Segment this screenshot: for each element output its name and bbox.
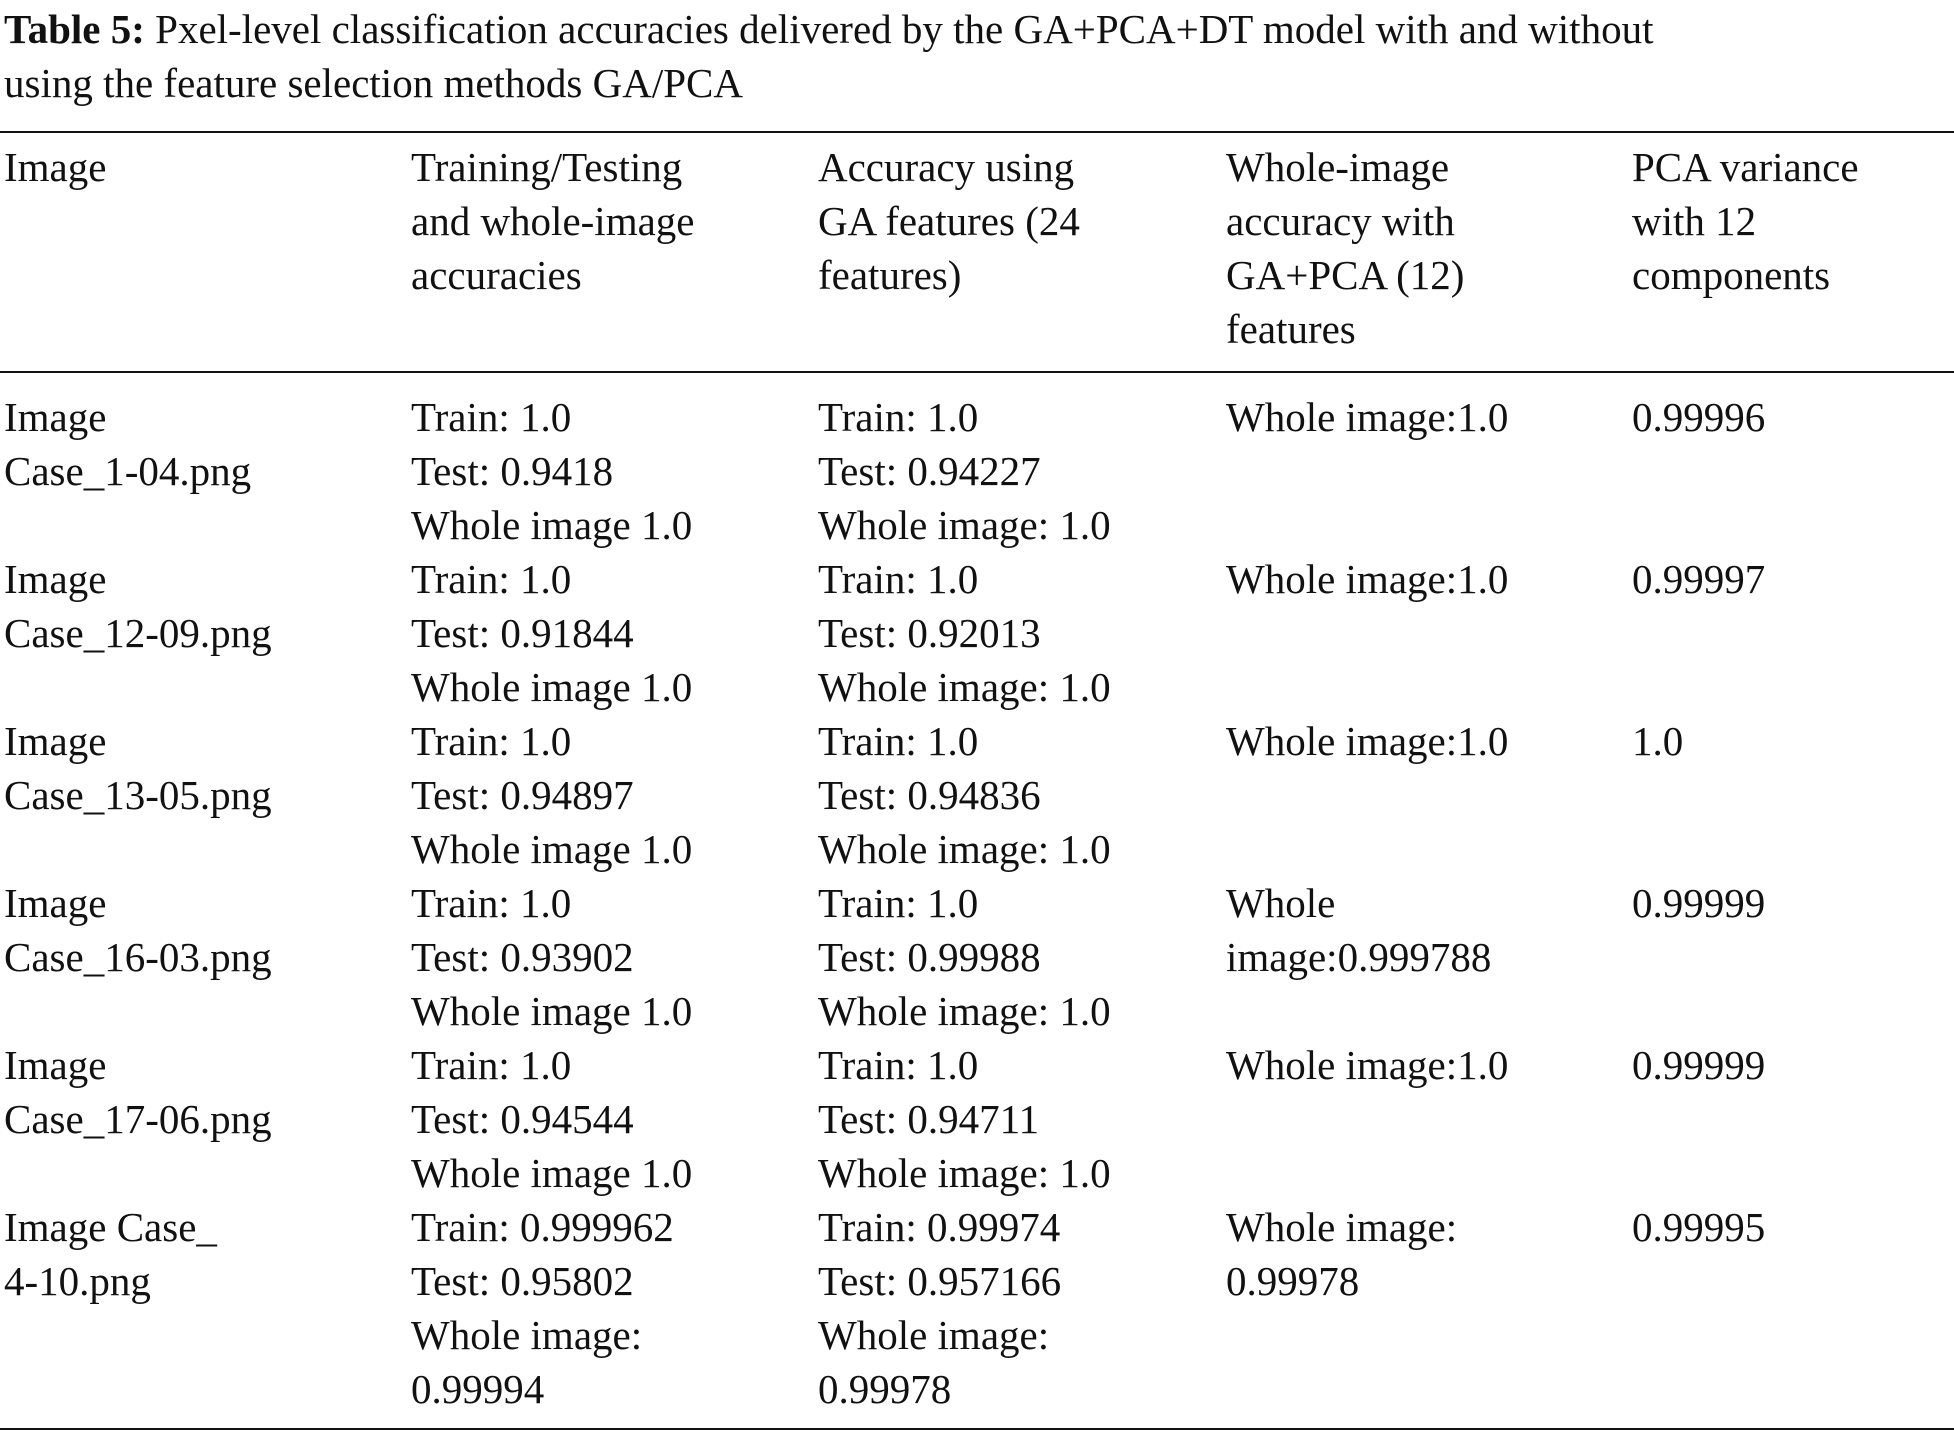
header-line: with 12 bbox=[1632, 198, 1757, 244]
row-6-ga-pca bbox=[1226, 1200, 1457, 1308]
cell-line: 0.99995 bbox=[1632, 1204, 1766, 1250]
cell-line: Whole image 1.0 bbox=[411, 664, 693, 710]
header-line: GA features (24 bbox=[818, 198, 1080, 244]
cell-line: Test: 0.94227 bbox=[818, 448, 1041, 494]
header-training-testing bbox=[411, 140, 694, 302]
row-2-ga-pca bbox=[1226, 552, 1508, 606]
cell-line: Train: 0.99974 bbox=[818, 1204, 1061, 1250]
cell-line: 4-10.png bbox=[4, 1258, 151, 1304]
cell-line: Whole image:1.0 bbox=[1226, 556, 1509, 602]
header-line: features) bbox=[818, 252, 962, 298]
row-3-ga-pca bbox=[1226, 714, 1508, 768]
cell-line: Train: 1.0 bbox=[818, 394, 979, 440]
row-5-train-test bbox=[411, 1038, 692, 1200]
cell-line: Whole image:1.0 bbox=[1226, 1042, 1509, 1088]
table-caption bbox=[4, 2, 1950, 110]
cell-line: Test: 0.957166 bbox=[818, 1258, 1062, 1304]
cell-line: Image bbox=[4, 880, 107, 926]
row-2-pca-variance bbox=[1632, 552, 1765, 606]
row-5-ga-pca bbox=[1226, 1038, 1508, 1092]
row-3-ga bbox=[818, 714, 1111, 876]
cell-line: Test: 0.94836 bbox=[818, 772, 1041, 818]
cell-line: Whole image: 1.0 bbox=[818, 826, 1111, 872]
cell-line: Train: 1.0 bbox=[818, 556, 979, 602]
row-4-image bbox=[4, 876, 272, 984]
cell-line: image:0.999788 bbox=[1226, 934, 1492, 980]
cell-line: Train: 1.0 bbox=[411, 718, 572, 764]
cell-line: Whole image: bbox=[1226, 1204, 1458, 1250]
cell-line: Train: 1.0 bbox=[411, 556, 572, 602]
header-line: accuracy with bbox=[1226, 198, 1455, 244]
header-ga-accuracy bbox=[818, 140, 1080, 302]
row-5-pca-variance bbox=[1632, 1038, 1765, 1092]
header-line: PCA variance bbox=[1632, 144, 1859, 190]
cell-line: Train: 1.0 bbox=[411, 394, 572, 440]
row-5-image bbox=[4, 1038, 272, 1146]
header-line: features bbox=[1226, 306, 1356, 352]
cell-line: Whole image: 1.0 bbox=[818, 988, 1111, 1034]
cell-line: 0.99994 bbox=[411, 1366, 545, 1412]
cell-line: Test: 0.94544 bbox=[411, 1096, 634, 1142]
row-6-image bbox=[4, 1200, 217, 1308]
header-ga-pca-accuracy bbox=[1226, 140, 1464, 356]
row-2-ga bbox=[818, 552, 1111, 714]
row-1-pca-variance bbox=[1632, 390, 1765, 444]
cell-line: 1.0 bbox=[1632, 718, 1684, 764]
cell-line: Test: 0.9418 bbox=[411, 448, 614, 494]
cell-line: Train: 1.0 bbox=[411, 880, 572, 926]
header-line: components bbox=[1632, 252, 1831, 298]
cell-line: Test: 0.94711 bbox=[818, 1096, 1040, 1142]
cell-line: Whole image 1.0 bbox=[411, 1150, 693, 1196]
row-1-ga-pca bbox=[1226, 390, 1508, 444]
table-top-rule bbox=[0, 131, 1954, 133]
header-line: accuracies bbox=[411, 252, 582, 298]
header-line: Training/Testing bbox=[411, 144, 683, 190]
row-6-pca-variance bbox=[1632, 1200, 1765, 1254]
row-3-image bbox=[4, 714, 272, 822]
cell-line: Train: 1.0 bbox=[818, 718, 979, 764]
cell-line: Image Case_ bbox=[4, 1204, 217, 1250]
cell-line: Image bbox=[4, 718, 107, 764]
row-4-train-test bbox=[411, 876, 692, 1038]
row-4-ga bbox=[818, 876, 1111, 1038]
row-6-ga bbox=[818, 1200, 1061, 1416]
cell-line: Train: 0.999962 bbox=[411, 1204, 674, 1250]
cell-line: Whole image 1.0 bbox=[411, 988, 693, 1034]
row-1-train-test bbox=[411, 390, 692, 552]
cell-line: Test: 0.94897 bbox=[411, 772, 634, 818]
cell-line: 0.99999 bbox=[1632, 1042, 1766, 1088]
row-1-image bbox=[4, 390, 251, 498]
cell-line: Whole image: bbox=[818, 1312, 1050, 1358]
header-line: and whole-image bbox=[411, 198, 695, 244]
cell-line: 0.99996 bbox=[1632, 394, 1766, 440]
header-image bbox=[4, 140, 106, 194]
row-2-train-test bbox=[411, 552, 692, 714]
cell-line: Whole image: 1.0 bbox=[818, 502, 1111, 548]
cell-line: 0.99978 bbox=[1226, 1258, 1360, 1304]
row-5-ga bbox=[818, 1038, 1111, 1200]
row-6-train-test bbox=[411, 1200, 674, 1416]
cell-line: Image bbox=[4, 556, 107, 602]
row-4-pca-variance bbox=[1632, 876, 1765, 930]
cell-line: Test: 0.93902 bbox=[411, 934, 634, 980]
row-3-pca-variance bbox=[1632, 714, 1683, 768]
header-line: Image bbox=[4, 144, 107, 190]
caption-text-line-2: using the feature selection methods GA/PCA bbox=[4, 60, 744, 106]
cell-line: Test: 0.95802 bbox=[411, 1258, 634, 1304]
cell-line: Whole image 1.0 bbox=[411, 826, 693, 872]
cell-line: Whole image: bbox=[411, 1312, 643, 1358]
row-3-train-test bbox=[411, 714, 692, 876]
cell-line: Case_13-05.png bbox=[4, 772, 272, 818]
cell-line: Whole image: 1.0 bbox=[818, 1150, 1111, 1196]
cell-line: Test: 0.92013 bbox=[818, 610, 1041, 656]
cell-line: Whole bbox=[1226, 880, 1336, 926]
cell-line: Whole image 1.0 bbox=[411, 502, 693, 548]
header-line: Whole-image bbox=[1226, 144, 1450, 190]
cell-line: 0.99997 bbox=[1632, 556, 1766, 602]
cell-line: Train: 1.0 bbox=[818, 1042, 979, 1088]
row-1-ga bbox=[818, 390, 1111, 552]
table-label: Table 5: bbox=[4, 6, 145, 52]
cell-line: Case_1-04.png bbox=[4, 448, 252, 494]
cell-line: Whole image:1.0 bbox=[1226, 718, 1509, 764]
row-4-ga-pca bbox=[1226, 876, 1491, 984]
header-line: GA+PCA (12) bbox=[1226, 252, 1465, 298]
cell-line: Case_17-06.png bbox=[4, 1096, 272, 1142]
caption-text-line-1: Pxel-level classification accuracies delivered by the GA+PCA+DT model with and without bbox=[144, 6, 1654, 52]
cell-line: Train: 1.0 bbox=[818, 880, 979, 926]
table-bottom-rule bbox=[0, 1428, 1954, 1430]
cell-line: 0.99999 bbox=[1632, 880, 1766, 926]
header-line: Accuracy using bbox=[818, 144, 1075, 190]
cell-line: Case_16-03.png bbox=[4, 934, 272, 980]
cell-line: 0.99978 bbox=[818, 1366, 952, 1412]
header-bottom-rule bbox=[0, 371, 1954, 373]
cell-line: Case_12-09.png bbox=[4, 610, 272, 656]
cell-line: Whole image:1.0 bbox=[1226, 394, 1509, 440]
cell-line: Train: 1.0 bbox=[411, 1042, 572, 1088]
cell-line: Whole image: 1.0 bbox=[818, 664, 1111, 710]
cell-line: Image bbox=[4, 1042, 107, 1088]
row-2-image bbox=[4, 552, 272, 660]
cell-line: Image bbox=[4, 394, 107, 440]
cell-line: Test: 0.91844 bbox=[411, 610, 634, 656]
cell-line: Test: 0.99988 bbox=[818, 934, 1041, 980]
header-pca-variance bbox=[1632, 140, 1859, 302]
